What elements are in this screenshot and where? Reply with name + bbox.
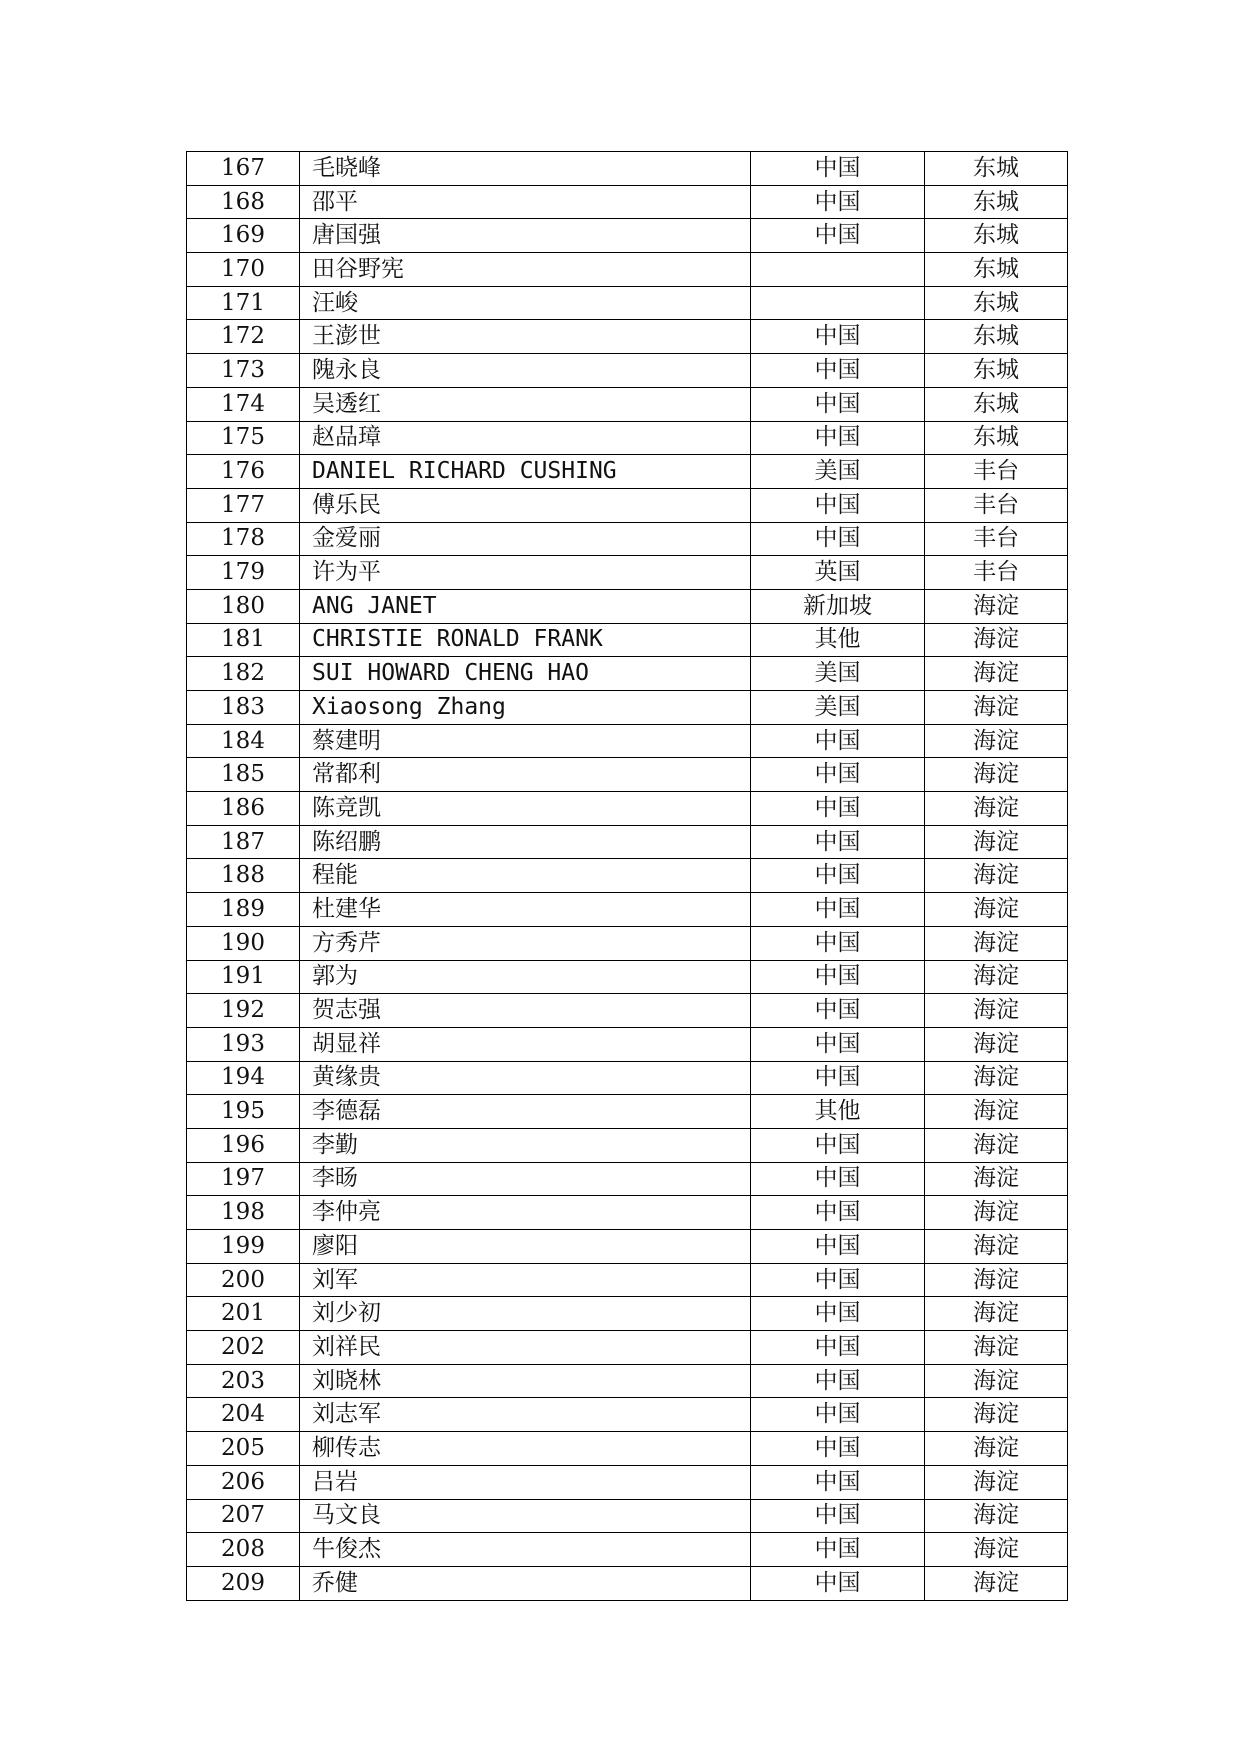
row-number: 207 xyxy=(187,1499,300,1533)
member-name: 邵平 xyxy=(300,185,751,219)
member-name: 郭为 xyxy=(300,960,751,994)
row-number: 170 xyxy=(187,253,300,287)
member-district: 海淀 xyxy=(925,1499,1068,1533)
member-district: 东城 xyxy=(925,219,1068,253)
member-country: 英国 xyxy=(751,556,925,590)
member-country: 中国 xyxy=(751,1331,925,1365)
table-row xyxy=(187,556,1068,590)
member-name: 傅乐民 xyxy=(300,488,751,522)
member-country: 中国 xyxy=(751,994,925,1028)
member-district: 东城 xyxy=(925,387,1068,421)
row-number: 174 xyxy=(187,387,300,421)
member-district: 东城 xyxy=(925,286,1068,320)
member-name: 陈绍鹏 xyxy=(300,825,751,859)
member-district: 丰台 xyxy=(925,455,1068,489)
member-country: 中国 xyxy=(751,387,925,421)
member-name: 胡显祥 xyxy=(300,1027,751,1061)
member-name: Xiaosong Zhang xyxy=(300,691,751,725)
member-name: 程能 xyxy=(300,859,751,893)
row-number: 202 xyxy=(187,1331,300,1365)
member-country: 中国 xyxy=(751,1398,925,1432)
row-number: 181 xyxy=(187,623,300,657)
member-country: 中国 xyxy=(751,488,925,522)
table-row xyxy=(187,320,1068,354)
member-name: 隗永良 xyxy=(300,354,751,388)
member-district: 海淀 xyxy=(925,1398,1068,1432)
member-name: 李旸 xyxy=(300,1162,751,1196)
member-district: 东城 xyxy=(925,152,1068,186)
member-country: 中国 xyxy=(751,1263,925,1297)
member-district: 海淀 xyxy=(925,1566,1068,1600)
member-district: 海淀 xyxy=(925,1465,1068,1499)
row-number: 199 xyxy=(187,1230,300,1264)
member-country: 中国 xyxy=(751,893,925,927)
table-row xyxy=(187,1162,1068,1196)
member-country: 美国 xyxy=(751,455,925,489)
table-row xyxy=(187,253,1068,287)
roster-table-body xyxy=(187,152,1068,1601)
member-name: 陈竞凯 xyxy=(300,792,751,826)
member-district: 海淀 xyxy=(925,1533,1068,1567)
row-number: 208 xyxy=(187,1533,300,1567)
member-country: 中国 xyxy=(751,1196,925,1230)
row-number: 184 xyxy=(187,724,300,758)
row-number: 187 xyxy=(187,825,300,859)
member-name: SUI HOWARD CHENG HAO xyxy=(300,657,751,691)
table-row xyxy=(187,792,1068,826)
member-name: ANG JANET xyxy=(300,589,751,623)
row-number: 175 xyxy=(187,421,300,455)
table-row xyxy=(187,1095,1068,1129)
member-country: 中国 xyxy=(751,792,925,826)
member-name: 廖阳 xyxy=(300,1230,751,1264)
member-district: 海淀 xyxy=(925,724,1068,758)
row-number: 167 xyxy=(187,152,300,186)
row-number: 168 xyxy=(187,185,300,219)
member-district: 海淀 xyxy=(925,994,1068,1028)
table-row xyxy=(187,286,1068,320)
member-name: 金爱丽 xyxy=(300,522,751,556)
member-name: 刘军 xyxy=(300,1263,751,1297)
member-country: 其他 xyxy=(751,623,925,657)
member-name: 李德磊 xyxy=(300,1095,751,1129)
table-row xyxy=(187,185,1068,219)
member-country: 中国 xyxy=(751,1297,925,1331)
member-district: 海淀 xyxy=(925,825,1068,859)
member-name: 乔健 xyxy=(300,1566,751,1600)
member-name: 李勤 xyxy=(300,1128,751,1162)
table-row xyxy=(187,926,1068,960)
member-district: 海淀 xyxy=(925,926,1068,960)
member-district: 海淀 xyxy=(925,657,1068,691)
member-name: DANIEL RICHARD CUSHING xyxy=(300,455,751,489)
table-row xyxy=(187,1061,1068,1095)
member-district: 海淀 xyxy=(925,758,1068,792)
member-district: 海淀 xyxy=(925,1061,1068,1095)
member-country: 中国 xyxy=(751,219,925,253)
member-country: 中国 xyxy=(751,1027,925,1061)
table-row xyxy=(187,657,1068,691)
table-row xyxy=(187,1533,1068,1567)
table-row xyxy=(187,893,1068,927)
row-number: 178 xyxy=(187,522,300,556)
member-country: 美国 xyxy=(751,657,925,691)
table-row xyxy=(187,1566,1068,1600)
member-name: 方秀芹 xyxy=(300,926,751,960)
member-name: 牛俊杰 xyxy=(300,1533,751,1567)
table-row xyxy=(187,219,1068,253)
table-row xyxy=(187,994,1068,1028)
member-name: 黄缘贵 xyxy=(300,1061,751,1095)
table-row xyxy=(187,1499,1068,1533)
member-country: 中国 xyxy=(751,1230,925,1264)
member-country xyxy=(751,253,925,287)
row-number: 188 xyxy=(187,859,300,893)
row-number: 204 xyxy=(187,1398,300,1432)
row-number: 205 xyxy=(187,1432,300,1466)
member-district: 海淀 xyxy=(925,1128,1068,1162)
table-row xyxy=(187,724,1068,758)
member-country: 中国 xyxy=(751,320,925,354)
row-number: 198 xyxy=(187,1196,300,1230)
row-number: 171 xyxy=(187,286,300,320)
member-name: 刘少初 xyxy=(300,1297,751,1331)
member-country: 中国 xyxy=(751,421,925,455)
member-name: 吴透红 xyxy=(300,387,751,421)
row-number: 173 xyxy=(187,354,300,388)
member-name: 汪峻 xyxy=(300,286,751,320)
table-row xyxy=(187,387,1068,421)
table-row xyxy=(187,1128,1068,1162)
row-number: 185 xyxy=(187,758,300,792)
table-row xyxy=(187,623,1068,657)
member-name: 常都利 xyxy=(300,758,751,792)
member-name: 许为平 xyxy=(300,556,751,590)
member-country: 中国 xyxy=(751,926,925,960)
member-name: CHRISTIE RONALD FRANK xyxy=(300,623,751,657)
member-district: 海淀 xyxy=(925,1027,1068,1061)
member-country: 中国 xyxy=(751,354,925,388)
table-row xyxy=(187,354,1068,388)
row-number: 180 xyxy=(187,589,300,623)
member-district: 海淀 xyxy=(925,589,1068,623)
table-row xyxy=(187,1465,1068,1499)
member-country: 中国 xyxy=(751,1364,925,1398)
table-row xyxy=(187,960,1068,994)
member-name: 刘晓林 xyxy=(300,1364,751,1398)
table-row xyxy=(187,758,1068,792)
member-district: 海淀 xyxy=(925,1196,1068,1230)
member-country: 美国 xyxy=(751,691,925,725)
row-number: 179 xyxy=(187,556,300,590)
member-name: 杜建华 xyxy=(300,893,751,927)
member-district: 东城 xyxy=(925,421,1068,455)
member-district: 丰台 xyxy=(925,556,1068,590)
row-number: 194 xyxy=(187,1061,300,1095)
member-country: 中国 xyxy=(751,758,925,792)
member-country: 中国 xyxy=(751,1499,925,1533)
table-row xyxy=(187,1263,1068,1297)
row-number: 186 xyxy=(187,792,300,826)
member-country: 中国 xyxy=(751,1128,925,1162)
table-row xyxy=(187,691,1068,725)
member-country: 中国 xyxy=(751,1533,925,1567)
member-country: 中国 xyxy=(751,825,925,859)
row-number: 182 xyxy=(187,657,300,691)
member-name: 刘志军 xyxy=(300,1398,751,1432)
row-number: 203 xyxy=(187,1364,300,1398)
member-district: 海淀 xyxy=(925,1364,1068,1398)
row-number: 172 xyxy=(187,320,300,354)
row-number: 176 xyxy=(187,455,300,489)
member-district: 丰台 xyxy=(925,488,1068,522)
member-country: 其他 xyxy=(751,1095,925,1129)
table-row xyxy=(187,1297,1068,1331)
member-name: 柳传志 xyxy=(300,1432,751,1466)
member-name: 赵品璋 xyxy=(300,421,751,455)
member-district: 丰台 xyxy=(925,522,1068,556)
member-country: 中国 xyxy=(751,1465,925,1499)
row-number: 209 xyxy=(187,1566,300,1600)
table-row xyxy=(187,589,1068,623)
member-district: 海淀 xyxy=(925,1263,1068,1297)
row-number: 206 xyxy=(187,1465,300,1499)
table-row xyxy=(187,522,1068,556)
member-country: 中国 xyxy=(751,152,925,186)
member-country: 中国 xyxy=(751,859,925,893)
member-district: 海淀 xyxy=(925,792,1068,826)
row-number: 195 xyxy=(187,1095,300,1129)
member-country: 中国 xyxy=(751,522,925,556)
member-country: 中国 xyxy=(751,185,925,219)
member-district: 海淀 xyxy=(925,1162,1068,1196)
table-row xyxy=(187,1196,1068,1230)
table-row xyxy=(187,1230,1068,1264)
table-row xyxy=(187,421,1068,455)
member-name: 刘祥民 xyxy=(300,1331,751,1365)
member-country: 中国 xyxy=(751,1566,925,1600)
member-country: 中国 xyxy=(751,1061,925,1095)
member-country: 中国 xyxy=(751,1162,925,1196)
table-row xyxy=(187,1027,1068,1061)
row-number: 183 xyxy=(187,691,300,725)
member-name: 王澎世 xyxy=(300,320,751,354)
row-number: 196 xyxy=(187,1128,300,1162)
member-district: 海淀 xyxy=(925,859,1068,893)
table-row xyxy=(187,455,1068,489)
roster-table xyxy=(186,151,1068,1601)
member-country: 中国 xyxy=(751,960,925,994)
row-number: 193 xyxy=(187,1027,300,1061)
member-country: 新加坡 xyxy=(751,589,925,623)
member-district: 东城 xyxy=(925,253,1068,287)
member-name: 吕岩 xyxy=(300,1465,751,1499)
table-row xyxy=(187,1331,1068,1365)
member-name: 贺志强 xyxy=(300,994,751,1028)
table-row xyxy=(187,488,1068,522)
member-name: 唐国强 xyxy=(300,219,751,253)
member-district: 东城 xyxy=(925,185,1068,219)
member-district: 海淀 xyxy=(925,623,1068,657)
member-district: 海淀 xyxy=(925,1230,1068,1264)
member-district: 海淀 xyxy=(925,691,1068,725)
member-name: 田谷野宪 xyxy=(300,253,751,287)
table-row xyxy=(187,1364,1068,1398)
member-district: 海淀 xyxy=(925,893,1068,927)
row-number: 169 xyxy=(187,219,300,253)
row-number: 200 xyxy=(187,1263,300,1297)
member-name: 毛晓峰 xyxy=(300,152,751,186)
member-district: 海淀 xyxy=(925,1432,1068,1466)
table-row xyxy=(187,825,1068,859)
row-number: 191 xyxy=(187,960,300,994)
member-district: 东城 xyxy=(925,320,1068,354)
row-number: 189 xyxy=(187,893,300,927)
member-district: 海淀 xyxy=(925,1095,1068,1129)
table-row xyxy=(187,152,1068,186)
row-number: 192 xyxy=(187,994,300,1028)
table-row xyxy=(187,1432,1068,1466)
member-country xyxy=(751,286,925,320)
member-name: 李仲亮 xyxy=(300,1196,751,1230)
table-row xyxy=(187,859,1068,893)
member-name: 马文良 xyxy=(300,1499,751,1533)
member-district: 海淀 xyxy=(925,1331,1068,1365)
member-country: 中国 xyxy=(751,1432,925,1466)
member-district: 海淀 xyxy=(925,960,1068,994)
member-name: 蔡建明 xyxy=(300,724,751,758)
member-country: 中国 xyxy=(751,724,925,758)
row-number: 177 xyxy=(187,488,300,522)
row-number: 190 xyxy=(187,926,300,960)
row-number: 201 xyxy=(187,1297,300,1331)
table-row xyxy=(187,1398,1068,1432)
member-district: 东城 xyxy=(925,354,1068,388)
row-number: 197 xyxy=(187,1162,300,1196)
member-district: 海淀 xyxy=(925,1297,1068,1331)
